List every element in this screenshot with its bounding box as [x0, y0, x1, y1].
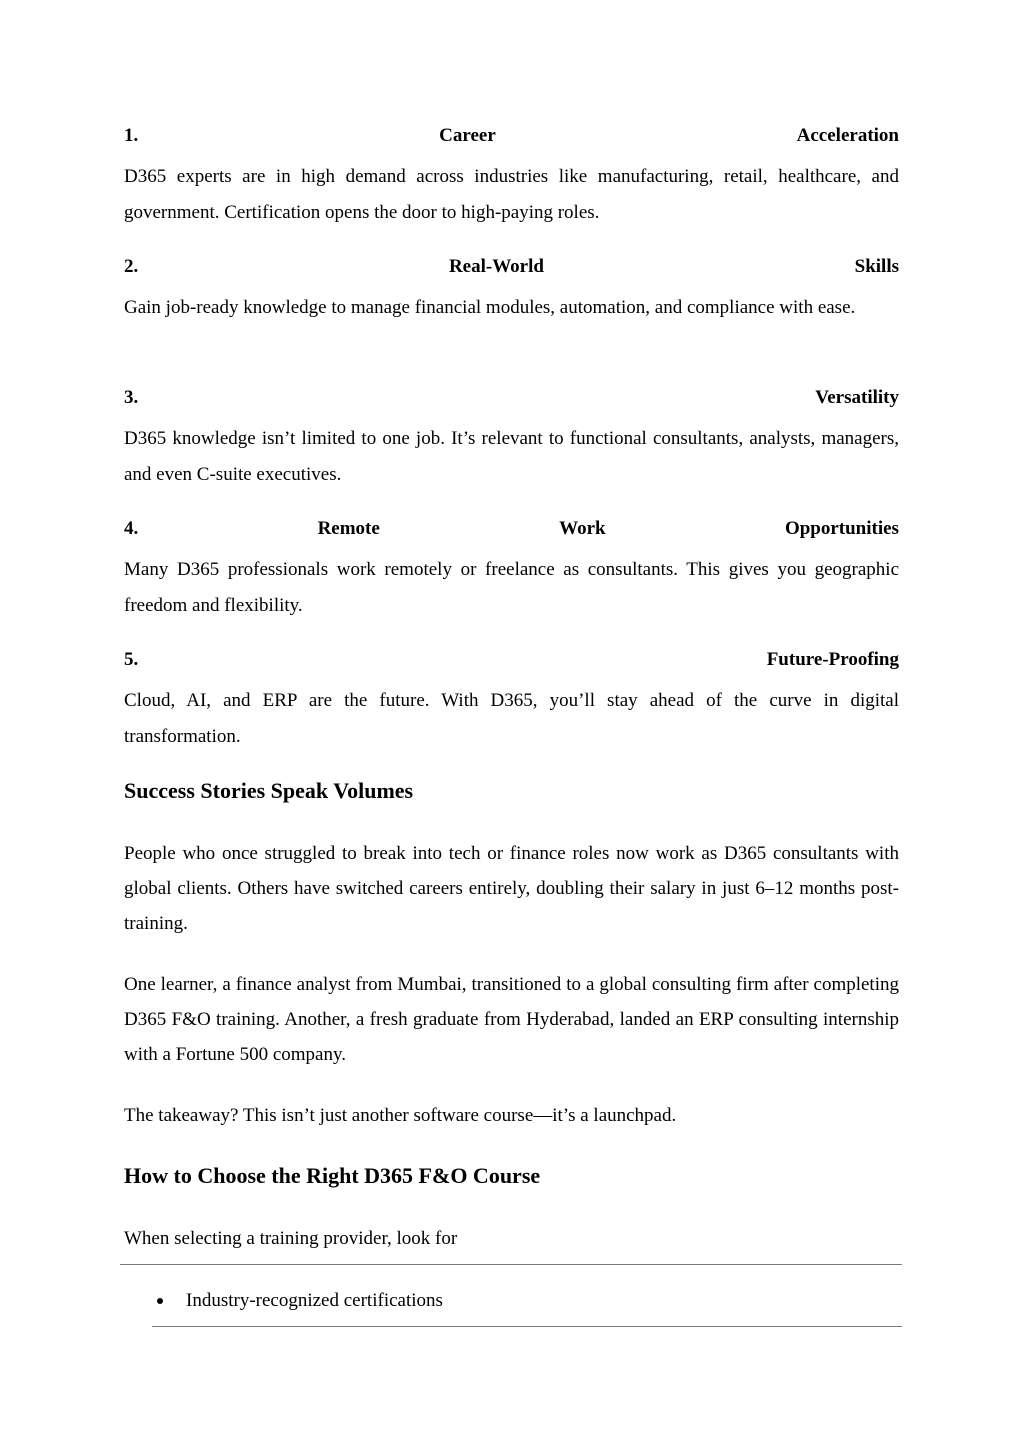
benefit-title-word: Opportunities	[784, 518, 899, 539]
benefit-title-word: Career	[439, 125, 496, 146]
benefit-description-2: Gain job-ready knowledge to manage financial modules, automation, and compliance with ease.	[124, 297, 856, 318]
benefit-item-3	[124, 386, 899, 493]
divider-line	[120, 1264, 902, 1265]
success-paragraph-1: People who once struggled to break into tech or finance roles now work as D365 consultants with global clients. Others have switched careers entirely, doubling their salary in just 6–12 months post-training.	[124, 843, 899, 934]
benefit-title-word: Acceleration	[796, 125, 899, 146]
divider-line	[152, 1326, 902, 1327]
benefit-number: 4.	[124, 518, 139, 539]
benefit-heading-3	[124, 386, 899, 410]
list-item	[157, 1287, 443, 1315]
benefit-heading-1	[124, 124, 899, 148]
list-item-text: Industry-recognized certifications	[186, 1290, 443, 1311]
benefit-description-3: D365 knowledge isn’t limited to one job. It’s relevant to functional consultants, analysts, managers, and even C-suite executives.	[124, 428, 899, 485]
benefit-title-word: Versatility	[815, 387, 899, 408]
benefit-heading-5	[124, 648, 899, 672]
success-paragraph-3: The takeaway? This isn’t just another software course—it’s a launchpad.	[124, 1105, 677, 1126]
success-stories-heading: Success Stories Speak Volumes	[124, 778, 414, 803]
benefit-item-5	[124, 648, 899, 755]
benefit-item-1	[124, 124, 899, 231]
benefit-item-4	[124, 517, 899, 624]
success-paragraph-2: One learner, a finance analyst from Mumbai, transitioned to a global consulting firm after completing D365 F&O training. Another, a fresh graduate from Hyderabad, landed an ERP consulting internship with a Fortune 500 company.	[124, 974, 899, 1065]
benefit-number: 2.	[124, 256, 139, 277]
choose-course-heading: How to Choose the Right D365 F&O Course	[124, 1163, 541, 1188]
benefit-number: 3.	[124, 387, 139, 408]
benefit-heading-4	[124, 517, 899, 541]
choose-intro: When selecting a training provider, look for	[124, 1228, 458, 1249]
benefit-number: 1.	[124, 125, 139, 146]
benefit-item-2	[124, 255, 899, 326]
benefit-heading-2	[124, 255, 899, 279]
bullet-icon	[157, 1298, 163, 1304]
benefit-title-word: Real-World	[448, 256, 544, 277]
benefit-description-4: Many D365 professionals work remotely or freelance as consultants. This gives you geographic freedom and flexibility.	[124, 559, 899, 616]
benefit-description-1: D365 experts are in high demand across industries like manufacturing, retail, healthcare, and government. Certification opens the door to high-paying roles.	[124, 166, 899, 223]
benefit-number: 5.	[124, 649, 139, 670]
benefit-title-word: Remote	[317, 518, 380, 539]
benefit-description-5: Cloud, AI, and ERP are the future. With D365, you’ll stay ahead of the curve in digital transformation.	[124, 690, 899, 747]
benefit-title-word: Work	[559, 518, 606, 539]
benefit-title-word: Future-Proofing	[766, 649, 899, 670]
benefit-title-word: Skills	[854, 256, 899, 277]
